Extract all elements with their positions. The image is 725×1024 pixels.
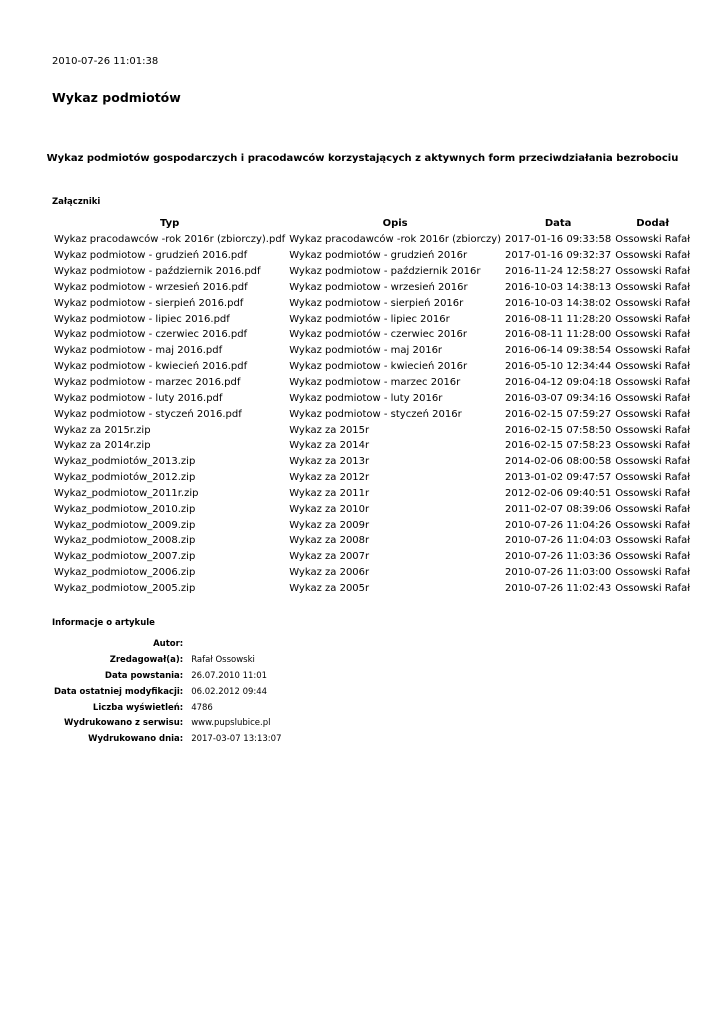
- attachment-added-by: Ossowski Rafał: [615, 487, 691, 499]
- column-header-description: Opis: [382, 218, 408, 229]
- table-row: [52, 359, 692, 375]
- attachment-added-by: Ossowski Rafał: [615, 392, 691, 404]
- attachment-filename: Wykaz podmiotow - kwiecień 2016.pdf: [54, 361, 248, 373]
- column-header-date: Data: [544, 218, 572, 229]
- info-row: [52, 684, 283, 700]
- info-value: 06.02.2012 09:44: [191, 686, 268, 697]
- page-title: Wykaz podmiotów: [52, 90, 181, 105]
- attachment-filename: Wykaz podmiotow - maj 2016.pdf: [54, 345, 223, 357]
- attachment-filename: Wykaz_podmiotow_2008.zip: [54, 535, 196, 547]
- table-row: [52, 422, 692, 438]
- attachment-description: Wykaz podmiotów - lipiec 2016r: [289, 313, 450, 325]
- attachment-added-by: Ossowski Rafał: [615, 551, 691, 563]
- attachment-description: Wykaz podmiotów - czerwiec 2016r: [289, 329, 468, 341]
- attachment-filename: Wykaz podmiotow - grudzień 2016.pdf: [54, 250, 248, 262]
- attachment-date: 2016-11-24 12:58:27: [505, 266, 612, 278]
- info-value: Rafał Ossowski: [191, 654, 255, 665]
- attachment-description: Wykaz za 2012r: [289, 472, 370, 484]
- attachment-filename: Wykaz podmiotow - styczeń 2016.pdf: [54, 408, 242, 420]
- table-row: [52, 581, 692, 597]
- attachment-description: Wykaz pracodawców -rok 2016r (zbiorczy): [289, 234, 502, 246]
- table-row: [52, 486, 692, 502]
- attachment-added-by: Ossowski Rafał: [615, 503, 691, 515]
- attachment-date: 2010-07-26 11:03:36: [505, 551, 612, 563]
- attachment-date: 2010-07-26 11:04:26: [505, 519, 612, 531]
- attachment-added-by: Ossowski Rafał: [615, 313, 691, 325]
- attachment-filename: Wykaz podmiotow - luty 2016.pdf: [54, 392, 223, 404]
- attachment-added-by: Ossowski Rafał: [615, 456, 691, 468]
- attachment-added-by: Ossowski Rafał: [615, 377, 691, 389]
- info-value: [189, 636, 283, 652]
- attachment-filename: Wykaz podmiotow - październik 2016.pdf: [54, 266, 261, 278]
- attachment-date: 2016-05-10 12:34:44: [505, 361, 612, 373]
- attachments-header-row: [52, 215, 692, 232]
- attachment-added-by: Ossowski Rafał: [615, 440, 691, 452]
- info-label: Wydrukowano z serwisu:: [64, 718, 184, 729]
- info-label: Data ostatniej modyfikacji:: [54, 686, 184, 697]
- attachment-added-by: Ossowski Rafał: [615, 234, 691, 246]
- table-row: [52, 248, 692, 264]
- attachments-section-label: Załączniki: [52, 197, 101, 207]
- attachment-date: 2016-02-15 07:59:27: [505, 408, 612, 420]
- attachment-description: Wykaz podmiotów - maj 2016r: [289, 345, 443, 357]
- attachment-date: 2016-03-07 09:34:16: [505, 392, 612, 404]
- attachment-filename: Wykaz_podmiotow_2011r.zip: [54, 487, 199, 499]
- attachment-filename: Wykaz_podmiotow_2010.zip: [54, 503, 196, 515]
- table-row: [52, 264, 692, 280]
- table-row: [52, 280, 692, 296]
- attachment-description: Wykaz za 2007r: [289, 551, 370, 563]
- attachment-added-by: Ossowski Rafał: [615, 582, 691, 594]
- attachment-filename: Wykaz_podmiotow_2005.zip: [54, 582, 196, 594]
- info-label: Wydrukowano dnia:: [88, 734, 184, 745]
- attachment-date: 2017-01-16 09:32:37: [505, 250, 612, 262]
- attachment-description: Wykaz za 2013r: [289, 456, 370, 468]
- table-row: [52, 549, 692, 565]
- attachment-filename: Wykaz_podmiotow_2007.zip: [54, 551, 196, 563]
- attachment-date: 2010-07-26 11:04:03: [505, 535, 612, 547]
- attachment-date: 2010-07-26 11:03:00: [505, 567, 612, 579]
- attachment-filename: Wykaz_podmiotów_2013.zip: [54, 456, 196, 468]
- info-label: Zredagował(a):: [109, 654, 184, 665]
- attachment-date: 2010-07-26 11:02:43: [505, 582, 612, 594]
- table-row: [52, 454, 692, 470]
- info-value: 26.07.2010 11:01: [191, 670, 268, 681]
- attachment-date: 2016-02-15 07:58:50: [505, 424, 612, 436]
- attachment-added-by: Ossowski Rafał: [615, 567, 691, 579]
- attachment-date: 2014-02-06 08:00:58: [505, 456, 612, 468]
- attachment-added-by: Ossowski Rafał: [615, 361, 691, 373]
- attachment-filename: Wykaz podmiotow - wrzesień 2016.pdf: [54, 281, 248, 293]
- attachment-added-by: Ossowski Rafał: [615, 250, 691, 262]
- attachment-date: 2016-06-14 09:38:54: [505, 345, 612, 357]
- table-row: [52, 470, 692, 486]
- attachment-description: Wykaz podmiotow - styczeń 2016r: [289, 408, 462, 420]
- table-row: [52, 565, 692, 581]
- print-timestamp: 2010-07-26 11:01:38: [52, 56, 159, 67]
- attachment-date: 2013-01-02 09:47:57: [505, 472, 612, 484]
- attachment-added-by: Ossowski Rafał: [615, 329, 691, 341]
- attachment-description: Wykaz za 2008r: [289, 535, 370, 547]
- attachment-description: Wykaz za 2006r: [289, 567, 370, 579]
- info-row: [52, 731, 283, 747]
- attachment-date: 2016-10-03 14:38:13: [505, 281, 612, 293]
- info-row: [52, 636, 283, 652]
- attachment-filename: Wykaz podmiotow - marzec 2016.pdf: [54, 377, 241, 389]
- attachment-date: 2016-04-12 09:04:18: [505, 377, 612, 389]
- table-row: [52, 232, 692, 248]
- info-value: 4786: [191, 702, 213, 713]
- attachment-added-by: Ossowski Rafał: [615, 345, 691, 357]
- attachment-filename: Wykaz za 2014r.zip: [54, 440, 151, 452]
- attachment-added-by: Ossowski Rafał: [615, 408, 691, 420]
- attachment-added-by: Ossowski Rafał: [615, 297, 691, 309]
- attachment-description: Wykaz za 2011r: [289, 487, 370, 499]
- attachment-added-by: Ossowski Rafał: [615, 472, 691, 484]
- table-row: [52, 390, 692, 406]
- article-info-section-label: Informacje o artykule: [52, 618, 155, 628]
- attachment-description: Wykaz podmiotow - październik 2016r: [289, 266, 481, 278]
- table-row: [52, 533, 692, 549]
- attachment-filename: Wykaz pracodawców -rok 2016r (zbiorczy).pdf: [54, 234, 286, 246]
- attachment-filename: Wykaz podmiotow - lipiec 2016.pdf: [54, 313, 230, 325]
- table-row: [52, 406, 692, 422]
- attachment-added-by: Ossowski Rafał: [615, 266, 691, 278]
- table-row: [52, 327, 692, 343]
- info-label: Liczba wyświetleń:: [92, 702, 184, 713]
- attachment-description: Wykaz podmiotow - wrzesień 2016r: [289, 281, 468, 293]
- attachment-description: Wykaz podmiotow - marzec 2016r: [289, 377, 461, 389]
- table-row: [52, 343, 692, 359]
- attachments-table: [52, 215, 692, 596]
- attachment-date: 2011-02-07 08:39:06: [505, 503, 612, 515]
- attachment-date: 2016-08-11 11:28:20: [505, 313, 612, 325]
- attachment-description: Wykaz podmiotów - grudzień 2016r: [289, 250, 468, 262]
- attachment-filename: Wykaz_podmiotow_2006.zip: [54, 567, 196, 579]
- attachment-description: Wykaz podmiotow - luty 2016r: [289, 392, 443, 404]
- info-row: [52, 668, 283, 684]
- attachment-added-by: Ossowski Rafał: [615, 535, 691, 547]
- attachment-description: Wykaz za 2005r: [289, 582, 370, 594]
- table-row: [52, 295, 692, 311]
- attachment-date: 2016-02-15 07:58:23: [505, 440, 612, 452]
- attachment-date: 2016-08-11 11:28:00: [505, 329, 612, 341]
- attachment-date: 2017-01-16 09:33:58: [505, 234, 612, 246]
- column-header-type: Typ: [159, 218, 180, 229]
- attachment-filename: Wykaz_podmiotow_2009.zip: [54, 519, 196, 531]
- table-row: [52, 438, 692, 454]
- attachment-description: Wykaz podmiotow - kwiecień 2016r: [289, 361, 468, 373]
- document-heading: Wykaz podmiotów gospodarczych i pracodawców korzystających z aktywnych form przeciwdziałania bezrobociu: [46, 153, 679, 164]
- attachment-filename: Wykaz_podmiotów_2012.zip: [54, 472, 196, 484]
- attachment-description: Wykaz za 2015r: [289, 424, 370, 436]
- column-header-added-by: Dodał: [636, 218, 670, 229]
- table-row: [52, 375, 692, 391]
- attachment-filename: Wykaz podmiotow - czerwiec 2016.pdf: [54, 329, 248, 341]
- attachment-description: Wykaz podmiotow - sierpień 2016r: [289, 297, 464, 309]
- attachment-added-by: Ossowski Rafał: [615, 519, 691, 531]
- attachment-added-by: Ossowski Rafał: [615, 424, 691, 436]
- info-row: [52, 700, 283, 716]
- attachment-filename: Wykaz za 2015r.zip: [54, 424, 151, 436]
- table-row: [52, 517, 692, 533]
- table-row: [52, 311, 692, 327]
- info-label: Data powstania:: [104, 670, 184, 681]
- article-info-table: [52, 636, 283, 747]
- attachment-filename: Wykaz podmiotow - sierpień 2016.pdf: [54, 297, 244, 309]
- table-row: [52, 501, 692, 517]
- attachment-date: 2012-02-06 09:40:51: [505, 487, 612, 499]
- info-row: [52, 715, 283, 731]
- info-row: [52, 652, 283, 668]
- attachment-description: Wykaz za 2009r: [289, 519, 370, 531]
- info-value: www.pupslubice.pl: [191, 718, 271, 729]
- attachment-description: Wykaz za 2010r: [289, 503, 370, 515]
- attachment-date: 2016-10-03 14:38:02: [505, 297, 612, 309]
- attachment-description: Wykaz za 2014r: [289, 440, 370, 452]
- info-value: 2017-03-07 13:13:07: [191, 734, 282, 745]
- info-label: Autor:: [153, 638, 184, 649]
- attachment-added-by: Ossowski Rafał: [615, 281, 691, 293]
